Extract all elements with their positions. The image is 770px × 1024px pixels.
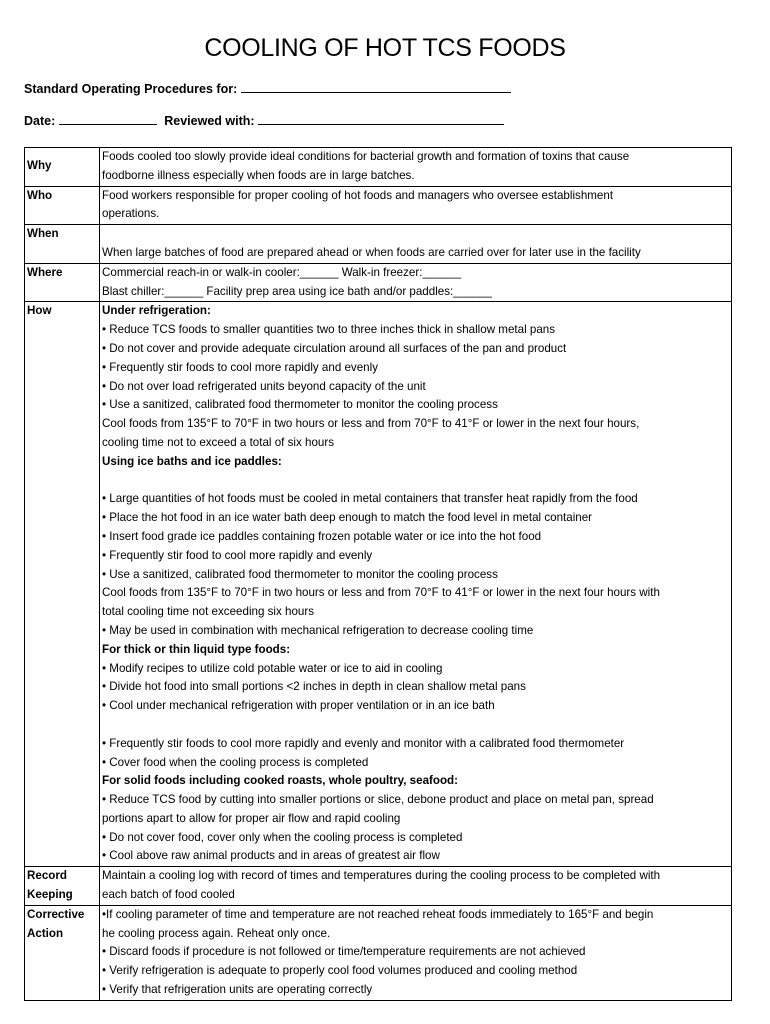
solid-heading: For solid foods including cooked roasts, whole poultry, seafood:: [102, 774, 458, 788]
row-label-why: Why: [25, 148, 100, 187]
row-content-how: [100, 302, 732, 867]
why-line: foodborne illness especially when foods are in large batches.: [102, 168, 415, 182]
row-how: [25, 302, 732, 867]
row-label-who: Who: [25, 186, 100, 225]
how-line: Cool foods from 135°F to 70°F in two hours or less and from 70°F to 41°F or lower in the next four hours,: [102, 417, 640, 431]
row-content-who: [100, 186, 732, 225]
corrective-line: •If cooling parameter of time and temperature are not reached reheat foods immediately to 165°F and begin: [102, 907, 654, 921]
row-who: [25, 186, 732, 225]
row-record-keeping: [25, 867, 732, 906]
ice-heading: Using ice baths and ice paddles:: [102, 454, 282, 468]
when-line: When large batches of food are prepared ahead or when foods are carried over for later use in the facility: [102, 245, 641, 259]
sop-label: Standard Operating Procedures for:: [24, 82, 238, 96]
how-line: • Do not cover and provide adequate circulation around all surfaces of the pan and product: [102, 341, 567, 355]
row-content-why: [100, 148, 732, 187]
record-line: each batch of food cooled: [102, 888, 235, 902]
sop-blank-line[interactable]: [241, 80, 511, 93]
how-line: cooling time not to exceed a total of six hours: [102, 435, 335, 449]
how-line: • Cool under mechanical refrigeration with proper ventilation or in an ice bath: [102, 699, 495, 713]
how-line: • Insert food grade ice paddles containing frozen potable water or ice into the hot food: [102, 529, 542, 543]
row-where: [25, 263, 732, 302]
liquid-heading: For thick or thin liquid type foods:: [102, 642, 291, 656]
why-line: Foods cooled too slowly provide ideal conditions for bacterial growth and formation of toxins that cause: [102, 150, 630, 163]
who-line: Food workers responsible for proper cooling of hot foods and managers who oversee establishment: [102, 188, 614, 202]
row-label-where: Where: [25, 263, 100, 302]
corrective-line: he cooling process again. Reheat only once.: [102, 926, 331, 940]
how-line: • Modify recipes to utilize cold potable water or ice to aid in cooling: [102, 661, 443, 675]
how-line: • Frequently stir food to cool more rapidly and evenly: [102, 548, 373, 562]
row-corrective-action: [25, 905, 732, 1000]
corrective-line: • Verify that refrigeration units are operating correctly: [102, 983, 373, 997]
refrigeration-heading: Under refrigeration:: [102, 304, 211, 318]
reviewed-blank-line[interactable]: [258, 112, 504, 125]
date-label: Date:: [24, 114, 56, 128]
page-title: COOLING OF HOT TCS FOODS: [204, 34, 566, 62]
where-line: Commercial reach-in or walk-in cooler:______ Walk-in freezer:______: [102, 265, 462, 279]
how-line: total cooling time not exceeding six hours: [102, 605, 315, 619]
row-content-where: [100, 263, 732, 302]
row-label-corrective-action: Corrective Action: [25, 905, 100, 1000]
how-line: • Do not cover food, cover only when the cooling process is completed: [102, 830, 463, 844]
how-line: • May be used in combination with mechanical refrigeration to decrease cooling time: [102, 623, 534, 637]
how-line: • Frequently stir foods to cool more rapidly and evenly: [102, 360, 379, 374]
record-line: Maintain a cooling log with record of times and temperatures during the cooling process to be completed with: [102, 869, 661, 883]
how-line: • Frequently stir foods to cool more rapidly and evenly and monitor with a calibrated food thermometer: [102, 736, 625, 750]
corrective-line: • Verify refrigeration is adequate to properly cool food volumes produced and cooling method: [102, 964, 578, 978]
row-label-record-keeping: Record Keeping: [25, 867, 100, 906]
how-line: • Place the hot food in an ice water bath deep enough to match the food level in metal container: [102, 511, 593, 525]
row-content-when: [100, 225, 732, 264]
how-line: • Divide hot food into small portions <2 inches in depth in clean shallow metal pans: [102, 680, 526, 694]
row-content-record-keeping: [100, 867, 732, 906]
how-line: • Reduce TCS foods to smaller quantities two to three inches thick in shallow metal pans: [102, 323, 556, 337]
row-label-when: When: [25, 225, 100, 264]
how-line: • Do not over load refrigerated units beyond capacity of the unit: [102, 379, 426, 393]
how-line: • Reduce TCS food by cutting into smaller portions or slice, debone product and place on metal pan, spread: [102, 793, 654, 807]
corrective-line: • Discard foods if procedure is not followed or time/temperature requirements are not achieved: [102, 945, 586, 959]
sop-table: [24, 147, 732, 1001]
row-why: [25, 148, 732, 187]
date-blank-line[interactable]: [59, 112, 157, 125]
how-line: Cool foods from 135°F to 70°F in two hours or less and from 70°F to 41°F or lower in the next four hours with: [102, 586, 660, 600]
row-label-how: How: [25, 302, 100, 867]
sop-row: [24, 80, 511, 96]
row-content-corrective-action: [100, 905, 732, 1000]
date-row: [24, 112, 504, 128]
how-line: • Use a sanitized, calibrated food thermometer to monitor the cooling process: [102, 398, 498, 412]
how-line: • Cool above raw animal products and in areas of greatest air flow: [102, 849, 440, 863]
how-line: • Large quantities of hot foods must be cooled in metal containers that transfer heat rapidly from the food: [102, 492, 638, 506]
how-line: portions apart to allow for proper air flow and rapid cooling: [102, 811, 401, 825]
who-line: operations.: [102, 207, 160, 221]
how-line: • Use a sanitized, calibrated food thermometer to monitor the cooling process: [102, 567, 498, 581]
reviewed-label: Reviewed with:: [164, 114, 255, 128]
how-line: • Cover food when the cooling process is completed: [102, 755, 369, 769]
where-line: Blast chiller:______ Facility prep area using ice bath and/or paddles:______: [102, 284, 492, 298]
row-when: [25, 225, 732, 264]
